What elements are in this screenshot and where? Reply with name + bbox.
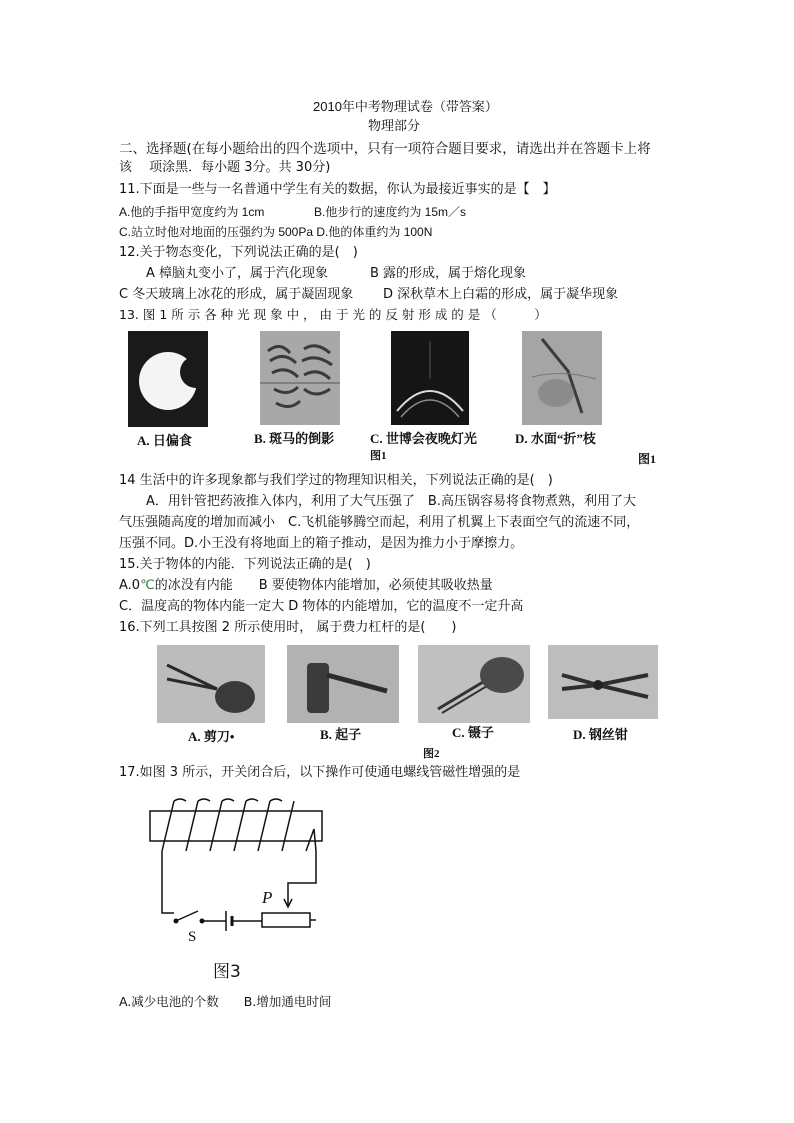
figure1-label-right: 图1 (638, 452, 657, 466)
q12-option-c: C 冬天玻璃上冰花的形成，属于凝固现象 (119, 287, 354, 302)
q16-stem: 16.下列工具按图 2 所示使用时， 属于费力杠杆的是( ) (119, 620, 457, 635)
q15-option-ab (119, 578, 493, 594)
switch-label-s: S (188, 929, 197, 945)
figure2-caption-a: A. 剪刀• (188, 729, 235, 744)
q12-stem: 12.关于物态变化，下列说法正确的是( ) (119, 245, 358, 260)
q15-option-cd: C．温度高的物体内能一定大 D 物体的内能增加，它的温度不一定升高 (119, 599, 524, 614)
switch-contact-left (174, 919, 179, 924)
q12-option-d: D 深秋草木上白霜的形成，属于凝华现象 (383, 287, 619, 302)
solenoid-coil (162, 799, 314, 851)
q14-stem: 14 生活中的许多现象都与我们学过的物理知识相关，下列说法正确的是( ) (119, 473, 553, 488)
figure3-label: 图3 (213, 962, 241, 982)
solenoid-core (150, 811, 322, 841)
bent-branch-image (522, 331, 602, 425)
figure1-caption-a: A. 日偏食 (137, 433, 192, 448)
figure2-photo-tweezers (418, 645, 530, 723)
q11-option-a: A.他的手指甲宽度约为 1cm (119, 205, 265, 219)
q17-stem: 17.如图 3 所示，开关闭合后，以下操作可使通电螺线管磁性增强的是 (119, 765, 521, 780)
figure1-caption-d: D. 水面“折”枝 (515, 431, 596, 446)
figure2-photo-pliers (548, 645, 658, 719)
figure1-caption-c: C. 世博会夜晚灯光 (370, 431, 477, 446)
degree-celsius-symbol: ℃ (140, 578, 155, 593)
rheostat (262, 913, 310, 927)
figure2-caption-b: B. 起子 (320, 727, 362, 742)
q15-option-ab-text: 的冰没有内能 B 要使物体内能增加，必须使其吸收热量 (154, 578, 493, 593)
q12-option-b: B 露的形成，属于熔化现象 (370, 266, 527, 281)
figure1-label: 图1 (370, 450, 387, 462)
figure3-circuit-diagram (140, 795, 340, 955)
slider-label-p: P (262, 888, 273, 907)
figure2-photo-opener (287, 645, 399, 723)
tweezers-image (418, 645, 530, 723)
figure1-photo-bent-branch (522, 331, 602, 425)
figure1-photo-expo-lights (391, 331, 469, 425)
figure1-caption-b: B. 斑马的倒影 (254, 431, 335, 446)
instructions-line2: 该 项涂黑．每小题 3分。共 30分) (119, 160, 331, 175)
figure2-photo-scissors (157, 645, 265, 723)
q11-stem: 11.下面是一些与一名普通中学生有关的数据，你认为最接近事实的是【 】 (119, 182, 556, 197)
instructions-line1: 二、选择题(在每小题给出的四个选项中，只有一项符合题目要求，请选出并在答题卡上将 (119, 141, 651, 157)
q11-option-b: B.他步行的速度约为 15m／s (314, 205, 467, 219)
figure1-photo-zebra (260, 331, 340, 425)
figure2-label: 图2 (423, 748, 440, 760)
eclipse-image (128, 331, 208, 427)
q11-option-cd: C.站立时他对地面的压强约为 500Pa D.他的体重约为 100N (119, 225, 433, 239)
q13-stem: 13. 图 1 所 示 各 种 光 现 象 中 ， 由 于 光 的 反 射 形 成 的 是 （ ） (119, 307, 547, 322)
bottle-opener-image (287, 645, 399, 723)
figure1-photo-eclipse (128, 331, 208, 427)
document-title: 2010年中考物理试卷（带答案） (313, 99, 498, 114)
q14-line2: A．用针管把药液推入体内，利用了大气压强了 B.高压锅容易将食物煮熟，利用了大 (146, 494, 636, 509)
switch-blade (178, 911, 198, 920)
q15-option-a-prefix: A.0 (119, 578, 141, 593)
zebra-reflection-image (260, 331, 340, 425)
section-title: 物理部分 (368, 119, 421, 134)
q14-line3: 气压强随高度的增加而减小 C.飞机能够腾空而起，利用了机翼上下表面空气的流速不同， (119, 515, 640, 530)
scissors-image (157, 645, 265, 723)
switch-contact-right (200, 919, 205, 924)
q14-line4: 压强不同。D.小王没有将地面上的箱子推动，是因为推力小于摩擦力。 (119, 536, 524, 551)
figure2-caption-d: D. 钢丝钳 (573, 727, 628, 742)
q15-stem: 15.关于物体的内能．下列说法正确的是( ) (119, 557, 371, 572)
q17-option-ab: A.减少电池的个数 B.增加通电时间 (119, 994, 332, 1009)
q12-option-a: A 樟脑丸变小了，属于汽化现象 (146, 266, 329, 281)
figure2-caption-c: C. 镊子 (452, 725, 494, 740)
expo-lights-image (391, 331, 469, 425)
pliers-image (548, 645, 658, 719)
